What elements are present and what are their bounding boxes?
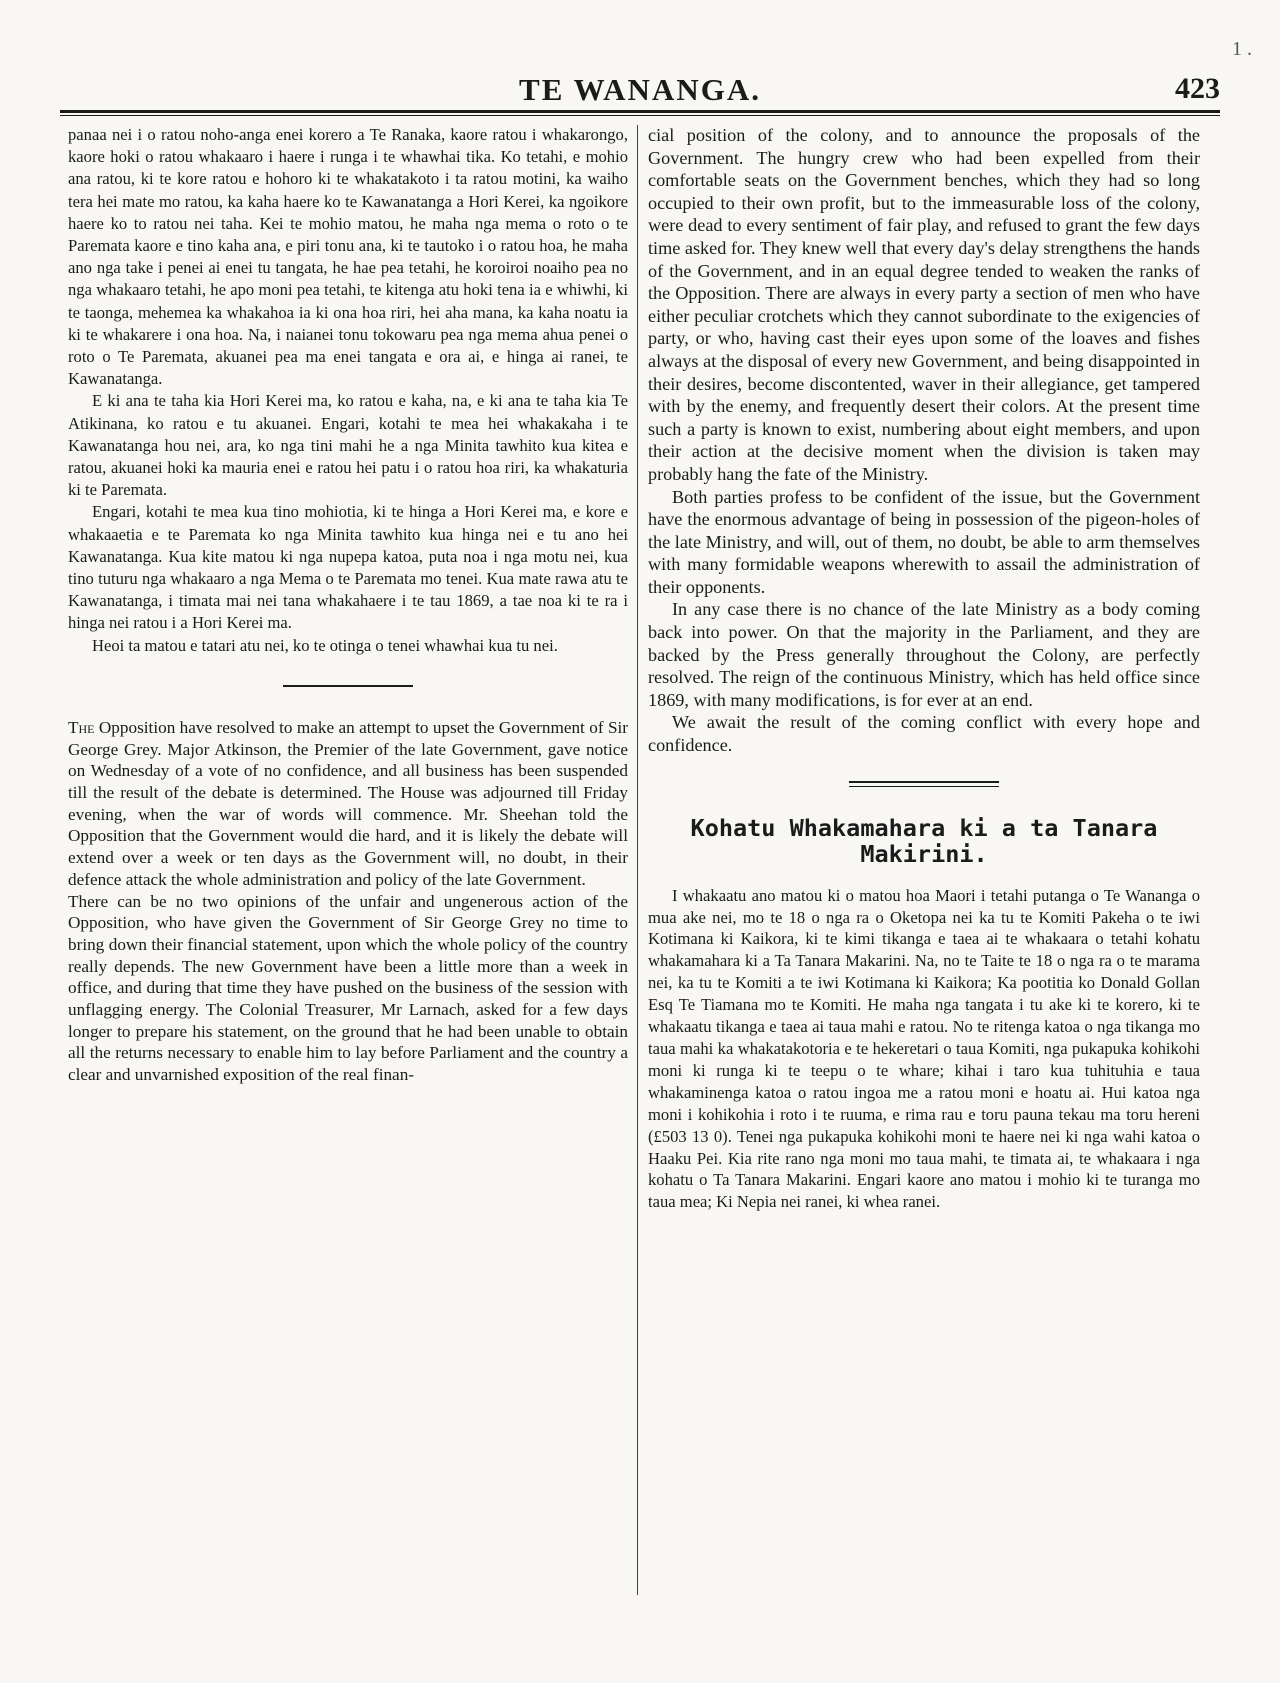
article-paragraph: Engari, kotahi te mea kua tino mohiotia, ki te hinga a Hori Kerei ma, e kore e whakaaetia e te Paremata ko nga Minita tawhito kua hinga nei e tu ano hei Kawanatanga. Kua kite matou ki nga nupepa katoa, puta noa i nga motu nei, kua tino tuturu nga whakaaro a nga Mema o te Paremata mo tenei. Kua mate rawa atu te Kawanatanga, i timata mai nei tana whakahaere i te tau 1869, a tae noa ki te ra i hinga nei ratou i a Hori Kerei ma.: [68, 502, 628, 633]
article-paragraph: I whakaatu ano matou ki o matou hoa Maori i tetahi putanga o Te Wananga o mua ake nei, mo te 18 o nga ra o Oketopa nei ka tu te Komiti Pakeha o te iwi Kotimana ki Kaikora, ki te kimi tikanga e taea ai te whakaara o tetahi kohatu whakamahara ki a Ta Tanara Makarini. Na, no te Taite te 18 o nga ra o te marama nei, ka tu te Komiti a te iwi Kotimana ki Kaikora; Ka pootitia ko Donald Gollan Esq Te Tiamana mo te Komiti. He maha nga tangata i tu ake ki te korero, ki te whakaatu tikanga e taea ai taua mahi e ratou. No te ritenga katoa o nga tikanga mo taua mahi ka whakatakotoria e te hekeretari o taua Komiti, nga pukapuka kohikohi moni ki runga ki te teepu o te whare; kihai i taro kua tuhituhia e taua whakaminenga katoa o ratou ingoa me a ratou moni e hoatu ai. Hui katoa nga moni i kohikohia i roto i te ruuma, e rima rau e toru pauna tekau ma toru hereni (£503 13 0). Tenei nga pukapuka kohikohi moni te haere nei ki nga wahi katoa o Haaku Pei. Kia rite rano nga moni mo taua mahi, te timata ai, te whakaara i nga kohatu o Ta Tanara Makarini. Engari kaore ano matou i mohio ki te turanga mo taua mea; Ki Nepia nei ranei, ki whea ranei.: [648, 885, 1200, 1212]
article-title: Kohatu Whakamahara ki a ta Tanara Makirini.: [690, 813, 1158, 868]
english-editorial: [68, 717, 628, 1086]
lead-caps: The: [68, 717, 95, 737]
section-rule: [283, 685, 413, 687]
column-divider: [637, 125, 638, 1595]
article-paragraph: We await the result of the coming conflict with every hope and confidence.: [648, 712, 1200, 756]
article-paragraph: panaa nei i o ratou noho-anga enei korero a Te Ranaka, kaore ratou i whakarongo, kaore hoki o ratou whakaaro i haere i runga i te whawhai tika. Ko tetahi, e mohio ana ratou, ki te kore ratou e hohoro ki te whakatakoto i ta ratou motini, ka waiho tera hei mate mo ratou, ka kaha haere ko te Kawanatanga a Hori Kerei, ka ngoikore haere ko to ratou nei taha. Kei te mohio matou, he maha nga mema o roto o te Paremata kaore e tino kaha ana, e piri tonu ana, ki te tautoko i o ratou hoa, he maha ano nga take i penei ai enei tu tangata, he hae pea tetahi, he koroiroi noaiho pea no nga whakaaro tetahi, he apo moni pea tetahi, te kitenga atu hoki tena ia e whiwhi, ki te taonga, mehemea ka whakahoa ia ki ona hoa riri, hei aha mana, ka kaha noatu ia ki te whakarere i ona hoa. Na, i naianei tonu tokowaru pea nga mema ahua penei o roto o Te Paremata, akuanei pea ma enei tangata e ora ai, e hinga ai ranei, te Kawanatanga.: [68, 125, 628, 389]
running-title: TE WANANGA.: [519, 72, 761, 107]
article-paragraph: There can be no two opinions of the unfair and ungenerous action of the Opposition, who have given the Government of Sir George Grey no time to bring down their financial statement, upon which the whole policy of the country really depends. The new Government have been a little more than a week in office, and during that time they have pushed on the business of the session with unflagging energy. The Colonial Treasurer, Mr Larnach, asked for a few days longer to prepare his statement, on the ground that he had been unable to obtain all the returns necessary to enable him to lay before Parliament and the country a clear and unvarnished exposition of the real finan-: [68, 891, 628, 1085]
article-paragraph: cial position of the colony, and to announce the proposals of the Government. The hungry crew who had been expelled from their comfortable seats on the Government benches, which they had so long occupied to their own profit, but to the immeasurable loss of the colony, were dead to every sentiment of fair play, and refused to grant the few days time asked for. They knew well that every day's delay strengthens the hands of the Government, and in an equal degree tended to weaken the ranks of the Opposition. There are always in every party a section of men who have either peculiar crotchets which they cannot subordinate to the exigencies of party, or who, having cast their eyes upon some of the loaves and fishes always at the disposal of every new Government, and being disappointed in their desires, become discontented, waver in their allegiance, get tampered with by the enemy, and frequently desert their colors. At the present time such a party is known to exist, numbering about eight members, and upon their action at the decisive moment when the division is taken may probably hang the fate of the Ministry.: [648, 125, 1200, 484]
paragraph-text: Opposition have resolved to make an attempt to upset the Government of Sir George Grey. Major Atkinson, the Premier of the late Government, gave notice on Wednesday of a vote of no confidence, and all business has been suspended till the result of the debate is determined. The House was adjourned till Friday evening, when the war of words will commence. Mr. Sheehan told the Opposition that the Government would die hard, and it is likely the debate will extend over a week or ten days as the Government will, no doubt, in their defence attack the whole administration and policy of the late Government.: [68, 717, 628, 889]
kohatu-article: [648, 885, 1200, 1214]
article-paragraph: [68, 717, 628, 891]
margin-mark: 1 .: [1232, 38, 1252, 60]
page-header: [60, 68, 1220, 108]
section-rule: [849, 781, 999, 787]
left-column: [68, 124, 628, 1086]
article-paragraph: Heoi ta matou e tatari atu nei, ko te otinga o tenei whawhai kua tu nei.: [92, 635, 558, 655]
article-paragraph: In any case there is no chance of the late Ministry as a body coming back into power. On that the majority in the Parliament, and they are backed by the Press generally throughout the Colony, are perfectly resolved. The reign of the continuous Ministry, which has held office since 1869, with many modifications, is for ever at an end.: [648, 599, 1200, 710]
header-rule: [60, 110, 1220, 116]
page-number: 423: [1175, 72, 1220, 105]
english-editorial-continued: [648, 124, 1200, 757]
article-paragraph: Both parties profess to be confident of the issue, but the Government have the enormous advantage of being in possession of the pigeon-holes of the late Ministry, and will, out of them, no doubt, be able to arm themselves with many formidable weapons wherewith to assail the administration of their opponents.: [648, 486, 1200, 597]
article-paragraph: E ki ana te taha kia Hori Kerei ma, ko ratou e kaha, na, e ki ana te taha kia Te Atikinana, ko ratou e tu akuanei. Engari, kotahi te mea hei whakakaha i te Kawanatanga hou nei, ara, ko nga tini mahi he a nga Minita tawhito kua kitea e ratou, akuanei hoki ka mauria enei e ratou hei patu i o ratou hoa riri, ka whakaturia ki te Paremata.: [68, 391, 628, 500]
right-column: [648, 124, 1200, 1213]
maori-article: [68, 124, 628, 657]
